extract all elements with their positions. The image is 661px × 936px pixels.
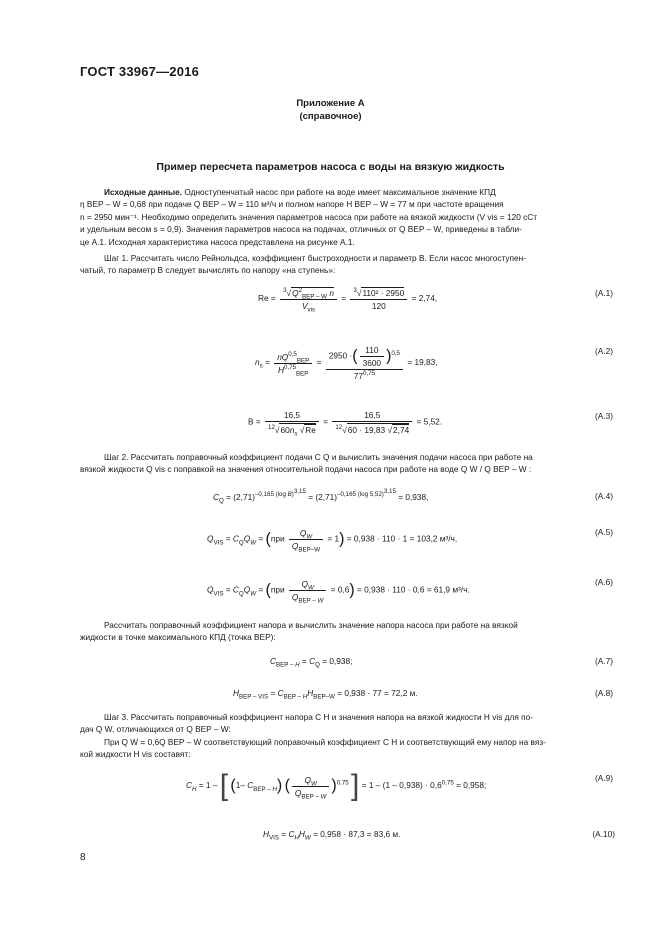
appendix-note: (справочное) [299,111,362,122]
eq-a3-fraction-1: $\frac{16,5}{^{12}√60n_s √Re}$ [265,410,319,435]
equation-a10: $H_{VIS} = C_HH_W = 0,958 \cdot 87,3 = 83,6$ м. [263,829,401,842]
input-data-line-1 [80,186,614,198]
equation-a7: $C_{BEP - H} = C_Q = 0,938$; [270,656,353,669]
eq-a2-result: = 19,83, [407,357,438,368]
head-correction-paragraph [80,619,614,644]
input-data-line-5: це А.1. Исходная характеристика насоса представлена на рисунке А.1. [80,236,355,247]
step2-line-2: вязкой жидкости Q vis с поправкой на значения относительной подачи насоса при работе на воде Q W / Q BEP – W : [80,464,532,475]
eq-a1-number: (А.1) [595,288,613,298]
eq-a5-number: (А.5) [595,527,613,537]
page-number: 8 [80,852,86,863]
section-title: Пример пересчета параметров насоса с воды на вязкую жидкость [156,161,505,173]
eq-a3-num: 16,5 [332,410,412,422]
step2-line-1: Шаг 2. Рассчитать поправочный коэффициент подачи C Q и вычислить значения подачи насоса при работе на [104,452,533,462]
input-data-paragraph [80,186,614,248]
input-data-line-1-text: Одноступенчатый насос при работе на воде имеет максимальное значение КПД [184,187,496,197]
equation-a9: $C_H = 1$ – [ (1– $C_{BEP - H}$) ( $\frac{Q_W}{Q_{BEP - W}}$ )$^{0,75}$ ] = $1 - (1 - 0,938) \cdot 0,6^{0,75} = 0,958$; [186,769,487,802]
equation-a8: $H_{BEP - VIS} = C_{BEP - H}H_{BEP-W} = 0,938 \cdot 77 = 72,2$ м. [233,688,418,701]
step3-line-2: дач Q W, отличающихся от Q BEP – W: [80,724,231,735]
eq-a1-den: 120 [371,301,386,311]
step3-line-1: Шаг 3. Рассчитать поправочный коэффициент напора C H и значения напора на вязкой жидкости H vis для по- [104,712,534,722]
eq-a9-number: (А.9) [595,773,613,783]
eq-a2-number: (А.2) [595,346,613,356]
eq-a8-number: (А.8) [595,688,613,698]
input-data-line-2: η BEP – W = 0,68 при подаче Q BEP – W = 110 м³/ч и полном напоре H BEP – W = 77 м при частоте вращения [80,199,504,210]
standard-header: ГОСТ 33967—2016 [80,64,199,79]
eq-a3-result: = 5,52. [416,416,443,427]
eq-a3-number: (А.3) [595,411,613,421]
input-data-label: Исходные данные. [104,187,183,197]
equation-a2: $n_s$ = $\frac{nQ^{0,5}_{BEP}}{H^{0,75}_{BEP}}$ = 2950 ·( $\frac{110}{3600}$ )$^{0,5}$ 77$^{0,75}$ = 19,83, [255,345,438,381]
equation-a3: B = $\frac{16,5}{^{12}√60n_s √Re}$ = $\frac{16,5}{^{12}√60 \cdot 19,83 √2,74}$ = 5,52. [248,410,443,438]
eq-a2-inner-num: 110 [360,345,384,357]
input-data-line-4: и удельным весом s = 0,9). Значения параметров насоса на подачах, отличных от Q BEP – W, приведены в табли- [80,224,522,235]
eq-a2-lhs: $n_s$ = [255,357,270,370]
eq-a7-number: (А.7) [595,656,613,666]
appendix-title: Приложение А [296,98,365,109]
step1-line-1: Шаг 1. Рассчитать число Рейнольдса, коэффициент быстроходности и параметр B. Если насос многоступен- [104,253,526,263]
step3-paragraph [80,711,614,761]
eq-a1-lhs: Re = [258,293,276,304]
step3-line-3: При Q W = 0,6Q BEP – W соответствующий поправочный коэффициент C H и соответствующий ему напор на вяз- [104,736,546,747]
eq-a2-outer-num: 2950 · [328,350,353,361]
eq-a1-fraction-1: $\frac{^3√Q^2_{BEP - W} n}{V_{vis}}$ [280,287,337,311]
appendix-heading [0,97,661,123]
eq-a2-inner-den: 3600 [362,358,382,368]
head-text-line-1: Рассчитать поправочный коэффициент напора и вычислить значение напора насоса при работе на вязкой [104,620,518,630]
step1-paragraph [80,252,614,277]
eq-a3-lhs: B = [248,416,261,427]
step3-line-4: кой жидкости H vis составят: [80,749,191,760]
step2-paragraph [80,451,614,476]
input-data-line-3: n = 2950 мин⁻¹. Необходимо определить значения параметров насоса при работе на вязкой жидкости (V vis = 120 сСт [80,211,538,222]
step1-line-2: чатый, то параметр B следует вычислять по напору «на ступень»: [80,265,336,276]
eq-a3-fraction-2: $\frac{16,5}{^{12}√60 \cdot 19,83 √2,74}$ [332,410,412,435]
equation-a6: $Q_{VIS} = C_QQ_W = (при$ $\frac{Q_W}{Q_{BEP - W}}$ = 0,6) = 0,938 · 110 · 0,6 = 61,9 м³/ч. [207,579,470,605]
equation-a5: $Q_{VIS} = C_QQ_W = (при$ $\frac{Q_W}{Q_{BEP-W}}$ = 1) = 0,938 · 110 · 1 = 103,2 м³/ч, [207,528,458,554]
eq-a1-num: 110² · 2950 [362,288,405,298]
eq-a2-fraction-1: $\frac{nQ^{0,5}_{BEP}}{H^{0,75}_{BEP}}$ [274,352,312,375]
eq-a6-result: = 0,938 · 110 · 0,6 = 61,9 м³/ч. [357,584,470,595]
head-text-line-2: жидкости в точке максимального КПД (точка BEP): [80,632,276,643]
eq-a5-result: = 0,938 · 110 · 1 = 103,2 м³/ч, [346,533,458,544]
eq-a10-number: (А.10) [592,829,615,839]
eq-a1-result: = 2,74, [411,293,438,304]
eq-a2-fraction-2: 2950 ·( $\frac{110}{3600}$ )$^{0,5}$ 77$^{0,75}$ [326,345,403,381]
eq-a4-number: (А.4) [595,491,613,501]
eq-a6-number: (А.6) [595,577,613,587]
equation-a4: $C_Q = (2,71)^{-0,165 (log B)^{3,15}} = (2,71)^{-0,165 (log 5,52)^{3,15}} = 0,938$, [213,488,429,505]
equation-a1: Re = $\frac{^3√Q^2_{BEP - W} n}{V_{vis}}$ = $\frac{^3√110^2 \cdot 2950}{120}$ = 2,74, [258,287,438,314]
eq-a1-fraction-2: $\frac{^3√110^2 \cdot 2950}{120}$ [350,287,407,311]
